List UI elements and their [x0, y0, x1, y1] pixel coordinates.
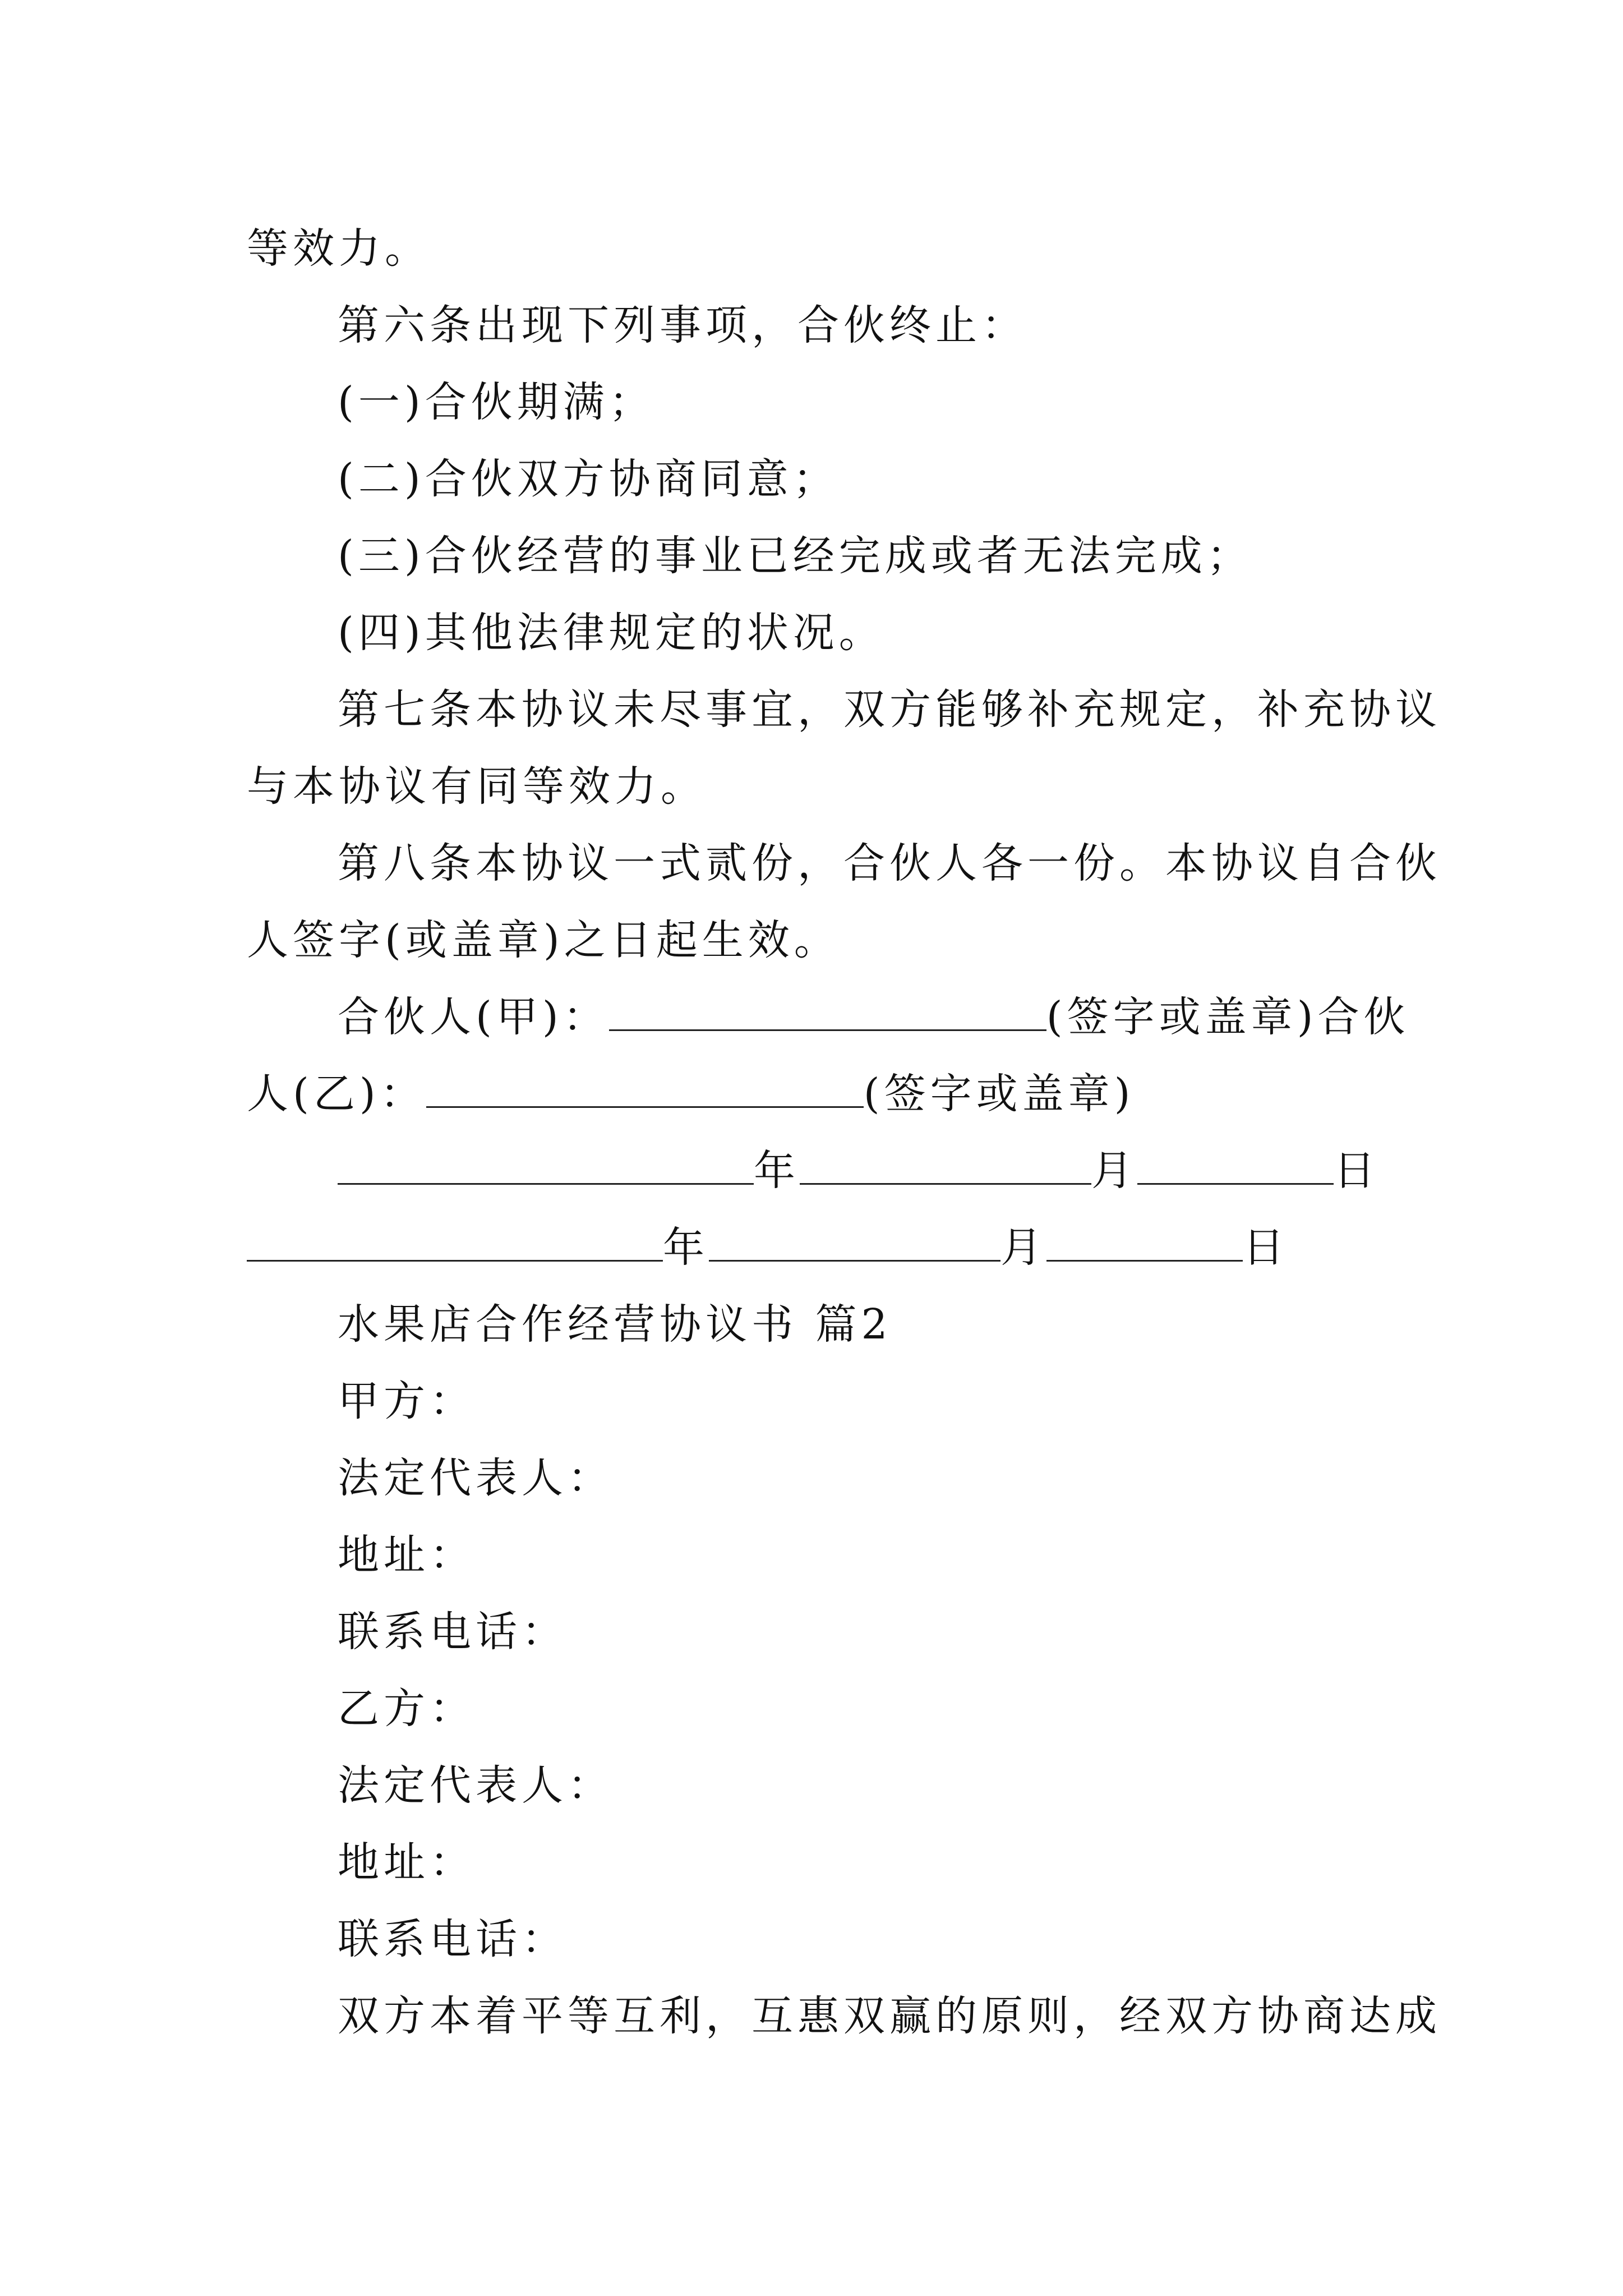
month-label: 月: [1091, 1147, 1137, 1195]
list-item: (二)合伙双方协商同意；: [338, 455, 839, 503]
sign-or-seal-label: (签字或盖章): [1046, 993, 1318, 1041]
signature-line-a: [247, 979, 1410, 1056]
day-blank[interactable]: [1046, 1224, 1243, 1262]
day-label: 日: [1334, 1147, 1380, 1195]
party-b-representative-field: 法定代表人：: [338, 1761, 614, 1810]
list-item: (三)合伙经营的事业已经完成或者无法完成；: [338, 532, 1253, 580]
party-a-address-field: 地址：: [338, 1531, 476, 1579]
date-line-b: [247, 1209, 1385, 1286]
section-2-title: 水果店合作经营协议书 篇2: [338, 1300, 892, 1349]
party-b-label: 人(乙)：: [247, 1070, 426, 1118]
month-blank[interactable]: [709, 1224, 1000, 1262]
party-b-phone-field: 联系电话：: [338, 1915, 568, 1963]
year-blank[interactable]: [247, 1224, 663, 1262]
list-item: (一)合伙期满；: [338, 378, 655, 426]
party-a-signature-blank[interactable]: [609, 993, 1046, 1031]
party-a-label: 合伙人(甲)：: [338, 993, 609, 1041]
list-item: (四)其他法律规定的状况。: [338, 609, 885, 657]
article-8-line-1: 第八条本协议一式贰份，合伙人各一份。本协议自合伙: [338, 839, 1441, 887]
day-blank[interactable]: [1137, 1147, 1334, 1185]
year-blank[interactable]: [338, 1147, 754, 1185]
year-label: 年: [754, 1147, 800, 1195]
party-b-address-field: 地址：: [338, 1838, 476, 1887]
month-label: 月: [1000, 1223, 1046, 1272]
document-body: [247, 210, 1441, 2055]
intro-paragraph-line: 双方本着平等互利，互惠双赢的原则，经双方协商达成: [338, 1992, 1441, 2040]
party-b-signature-blank[interactable]: [426, 1070, 864, 1108]
article-6-heading: 第六条出现下列事项，合伙终止：: [338, 301, 1027, 349]
sign-or-seal-label: (签字或盖章): [863, 1070, 1135, 1118]
wrap-tail: 合伙: [1317, 993, 1410, 1041]
month-blank[interactable]: [800, 1147, 1091, 1185]
signature-line-b: [247, 1056, 1385, 1133]
article-7-line-2: 与本协议有同等效力。: [247, 762, 707, 811]
paragraph-line: 等效力。: [247, 224, 431, 273]
party-a-phone-field: 联系电话：: [338, 1608, 568, 1656]
article-8-line-2: 人签字(或盖章)之日起生效。: [247, 916, 840, 964]
year-label: 年: [663, 1223, 709, 1272]
party-b-field: 乙方：: [338, 1685, 476, 1733]
date-line-a: [247, 1133, 1385, 1209]
party-a-field: 甲方：: [338, 1377, 476, 1425]
party-a-representative-field: 法定代表人：: [338, 1454, 614, 1502]
article-7-line-1: 第七条本协议未尽事宜，双方能够补充规定，补充协议: [338, 685, 1441, 734]
day-label: 日: [1243, 1223, 1289, 1272]
